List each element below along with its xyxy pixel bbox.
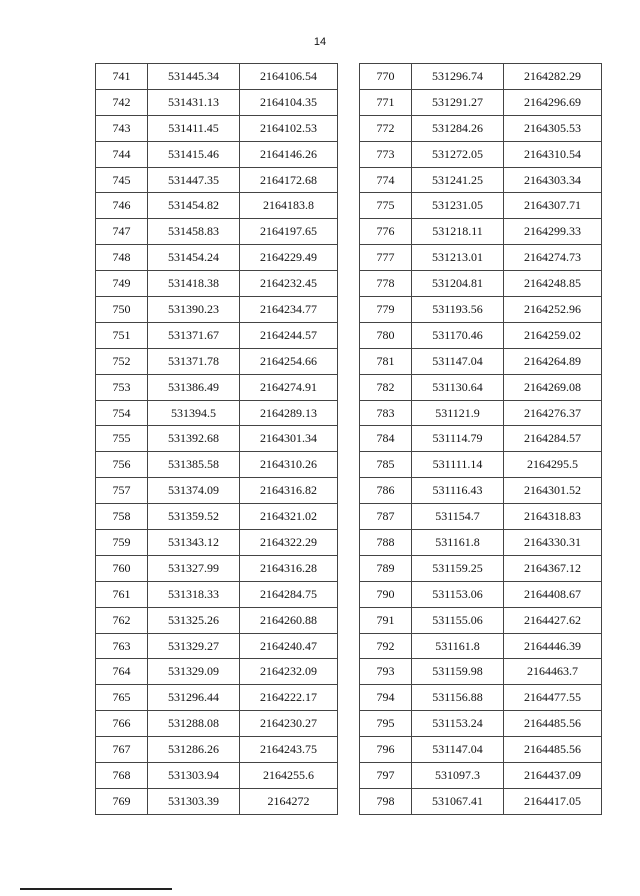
x-coordinate-cell: 531329.27 — [148, 633, 240, 659]
x-coordinate-cell: 531286.26 — [148, 737, 240, 763]
table-row — [96, 89, 338, 115]
point-number-cell: 757 — [96, 478, 148, 504]
x-coordinate-cell: 531161.8 — [412, 633, 504, 659]
y-coordinate-cell: 2164197.65 — [240, 219, 338, 245]
table-row — [360, 711, 602, 737]
point-number-cell: 780 — [360, 322, 412, 348]
point-number-cell: 781 — [360, 348, 412, 374]
point-number-cell: 788 — [360, 530, 412, 556]
y-coordinate-cell: 2164284.75 — [240, 581, 338, 607]
x-coordinate-cell: 531454.82 — [148, 193, 240, 219]
point-number-cell: 789 — [360, 555, 412, 581]
x-coordinate-cell: 531325.26 — [148, 607, 240, 633]
point-number-cell: 790 — [360, 581, 412, 607]
point-number-cell: 784 — [360, 426, 412, 452]
x-coordinate-cell: 531241.25 — [412, 167, 504, 193]
point-number-cell: 771 — [360, 89, 412, 115]
y-coordinate-cell: 2164254.66 — [240, 348, 338, 374]
table-row — [360, 193, 602, 219]
x-coordinate-cell: 531097.3 — [412, 763, 504, 789]
table-row — [96, 348, 338, 374]
x-coordinate-cell: 531371.78 — [148, 348, 240, 374]
y-coordinate-cell: 2164183.8 — [240, 193, 338, 219]
y-coordinate-cell: 2164322.29 — [240, 530, 338, 556]
x-coordinate-cell: 531193.56 — [412, 297, 504, 323]
table-row — [360, 504, 602, 530]
y-coordinate-cell: 2164282.29 — [504, 64, 602, 90]
y-coordinate-cell: 2164274.91 — [240, 374, 338, 400]
table-row — [360, 374, 602, 400]
x-coordinate-cell: 531303.39 — [148, 788, 240, 814]
table-row — [360, 478, 602, 504]
point-number-cell: 787 — [360, 504, 412, 530]
table-row — [96, 271, 338, 297]
table-body — [360, 64, 602, 815]
point-number-cell: 794 — [360, 685, 412, 711]
y-coordinate-cell: 2164301.52 — [504, 478, 602, 504]
point-number-cell: 745 — [96, 167, 148, 193]
table-row — [96, 504, 338, 530]
table-row — [96, 426, 338, 452]
y-coordinate-cell: 2164295.5 — [504, 452, 602, 478]
y-coordinate-cell: 2164252.96 — [504, 297, 602, 323]
point-number-cell: 752 — [96, 348, 148, 374]
x-coordinate-cell: 531067.41 — [412, 788, 504, 814]
table-row — [360, 297, 602, 323]
x-coordinate-cell: 531447.35 — [148, 167, 240, 193]
table-row — [360, 555, 602, 581]
x-coordinate-cell: 531411.45 — [148, 115, 240, 141]
point-number-cell: 758 — [96, 504, 148, 530]
x-coordinate-cell: 531284.26 — [412, 115, 504, 141]
x-coordinate-cell: 531303.94 — [148, 763, 240, 789]
y-coordinate-cell: 2164229.49 — [240, 245, 338, 271]
table-row — [360, 167, 602, 193]
x-coordinate-cell: 531147.04 — [412, 348, 504, 374]
point-number-cell: 750 — [96, 297, 148, 323]
table-row — [96, 530, 338, 556]
y-coordinate-cell: 2164274.73 — [504, 245, 602, 271]
y-coordinate-cell: 2164318.83 — [504, 504, 602, 530]
y-coordinate-cell: 2164477.55 — [504, 685, 602, 711]
y-coordinate-cell: 2164427.62 — [504, 607, 602, 633]
table-row — [360, 271, 602, 297]
y-coordinate-cell: 2164172.68 — [240, 167, 338, 193]
table-row — [96, 685, 338, 711]
table-row — [360, 348, 602, 374]
x-coordinate-cell: 531161.8 — [412, 530, 504, 556]
page-number: 14 — [313, 36, 327, 48]
table-row — [360, 737, 602, 763]
point-number-cell: 785 — [360, 452, 412, 478]
table-row — [360, 607, 602, 633]
x-coordinate-cell: 531291.27 — [412, 89, 504, 115]
table-row — [96, 633, 338, 659]
y-coordinate-cell: 2164305.53 — [504, 115, 602, 141]
x-coordinate-cell: 531296.44 — [148, 685, 240, 711]
y-coordinate-cell: 2164146.26 — [240, 141, 338, 167]
point-number-cell: 797 — [360, 763, 412, 789]
point-number-cell: 762 — [96, 607, 148, 633]
footnote-rule — [20, 888, 172, 890]
point-number-cell: 775 — [360, 193, 412, 219]
point-number-cell: 786 — [360, 478, 412, 504]
point-number-cell: 754 — [96, 400, 148, 426]
table-row — [96, 737, 338, 763]
table-row — [360, 400, 602, 426]
x-coordinate-cell: 531288.08 — [148, 711, 240, 737]
point-number-cell: 792 — [360, 633, 412, 659]
point-number-cell: 753 — [96, 374, 148, 400]
point-number-cell: 766 — [96, 711, 148, 737]
point-number-cell: 767 — [96, 737, 148, 763]
table-row — [360, 633, 602, 659]
y-coordinate-cell: 2164106.54 — [240, 64, 338, 90]
x-coordinate-cell: 531386.49 — [148, 374, 240, 400]
table-row — [96, 659, 338, 685]
point-number-cell: 791 — [360, 607, 412, 633]
x-coordinate-cell: 531359.52 — [148, 504, 240, 530]
point-number-cell: 741 — [96, 64, 148, 90]
x-coordinate-cell: 531213.01 — [412, 245, 504, 271]
x-coordinate-cell: 531374.09 — [148, 478, 240, 504]
table-row — [360, 245, 602, 271]
y-coordinate-cell: 2164307.71 — [504, 193, 602, 219]
y-coordinate-cell: 2164264.89 — [504, 348, 602, 374]
x-coordinate-cell: 531318.33 — [148, 581, 240, 607]
table-row — [360, 763, 602, 789]
point-number-cell: 798 — [360, 788, 412, 814]
x-coordinate-cell: 531327.99 — [148, 555, 240, 581]
table-row — [360, 89, 602, 115]
y-coordinate-cell: 2164272 — [240, 788, 338, 814]
point-number-cell: 765 — [96, 685, 148, 711]
x-coordinate-cell: 531445.34 — [148, 64, 240, 90]
point-number-cell: 746 — [96, 193, 148, 219]
y-coordinate-cell: 2164222.17 — [240, 685, 338, 711]
y-coordinate-cell: 2164232.45 — [240, 271, 338, 297]
table-row — [96, 219, 338, 245]
point-number-cell: 774 — [360, 167, 412, 193]
x-coordinate-cell: 531155.06 — [412, 607, 504, 633]
table-row — [96, 115, 338, 141]
x-coordinate-cell: 531170.46 — [412, 322, 504, 348]
point-number-cell: 760 — [96, 555, 148, 581]
x-coordinate-cell: 531218.11 — [412, 219, 504, 245]
table-row — [96, 788, 338, 814]
point-number-cell: 769 — [96, 788, 148, 814]
y-coordinate-cell: 2164437.09 — [504, 763, 602, 789]
table-row — [96, 374, 338, 400]
table-row — [360, 530, 602, 556]
table-row — [360, 322, 602, 348]
y-coordinate-cell: 2164240.47 — [240, 633, 338, 659]
x-coordinate-cell: 531147.04 — [412, 737, 504, 763]
point-number-cell: 756 — [96, 452, 148, 478]
x-coordinate-cell: 531159.25 — [412, 555, 504, 581]
y-coordinate-cell: 2164234.77 — [240, 297, 338, 323]
table-row — [360, 788, 602, 814]
x-coordinate-cell: 531121.9 — [412, 400, 504, 426]
y-coordinate-cell: 2164485.56 — [504, 737, 602, 763]
point-number-cell: 749 — [96, 271, 148, 297]
y-coordinate-cell: 2164102.53 — [240, 115, 338, 141]
y-coordinate-cell: 2164243.75 — [240, 737, 338, 763]
point-number-cell: 779 — [360, 297, 412, 323]
x-coordinate-cell: 531153.06 — [412, 581, 504, 607]
point-number-cell: 796 — [360, 737, 412, 763]
x-coordinate-cell: 531130.64 — [412, 374, 504, 400]
x-coordinate-cell: 531159.98 — [412, 659, 504, 685]
y-coordinate-cell: 2164408.67 — [504, 581, 602, 607]
x-coordinate-cell: 531156.88 — [412, 685, 504, 711]
point-number-cell: 768 — [96, 763, 148, 789]
y-coordinate-cell: 2164301.34 — [240, 426, 338, 452]
y-coordinate-cell: 2164299.33 — [504, 219, 602, 245]
y-coordinate-cell: 2164417.05 — [504, 788, 602, 814]
point-number-cell: 763 — [96, 633, 148, 659]
x-coordinate-cell: 531454.24 — [148, 245, 240, 271]
y-coordinate-cell: 2164367.12 — [504, 555, 602, 581]
point-number-cell: 773 — [360, 141, 412, 167]
x-coordinate-cell: 531392.68 — [148, 426, 240, 452]
y-coordinate-cell: 2164330.31 — [504, 530, 602, 556]
point-number-cell: 759 — [96, 530, 148, 556]
point-number-cell: 793 — [360, 659, 412, 685]
x-coordinate-cell: 531154.7 — [412, 504, 504, 530]
x-coordinate-cell: 531343.12 — [148, 530, 240, 556]
point-number-cell: 747 — [96, 219, 148, 245]
x-coordinate-cell: 531272.05 — [412, 141, 504, 167]
x-coordinate-cell: 531231.05 — [412, 193, 504, 219]
y-coordinate-cell: 2164230.27 — [240, 711, 338, 737]
table-body — [96, 64, 338, 815]
table-row — [360, 685, 602, 711]
x-coordinate-cell: 531415.46 — [148, 141, 240, 167]
x-coordinate-cell: 531458.83 — [148, 219, 240, 245]
table-row — [96, 400, 338, 426]
point-number-cell: 764 — [96, 659, 148, 685]
table-row — [96, 607, 338, 633]
y-coordinate-cell: 2164289.13 — [240, 400, 338, 426]
table-row — [96, 141, 338, 167]
table-row — [96, 167, 338, 193]
table-row — [96, 245, 338, 271]
x-coordinate-cell: 531111.14 — [412, 452, 504, 478]
point-number-cell: 778 — [360, 271, 412, 297]
coordinates-table-right — [359, 63, 602, 815]
y-coordinate-cell: 2164316.82 — [240, 478, 338, 504]
y-coordinate-cell: 2164232.09 — [240, 659, 338, 685]
point-number-cell: 777 — [360, 245, 412, 271]
x-coordinate-cell: 531394.5 — [148, 400, 240, 426]
y-coordinate-cell: 2164446.39 — [504, 633, 602, 659]
x-coordinate-cell: 531371.67 — [148, 322, 240, 348]
table-row — [96, 64, 338, 90]
y-coordinate-cell: 2164303.34 — [504, 167, 602, 193]
x-coordinate-cell: 531329.09 — [148, 659, 240, 685]
point-number-cell: 743 — [96, 115, 148, 141]
x-coordinate-cell: 531390.23 — [148, 297, 240, 323]
point-number-cell: 776 — [360, 219, 412, 245]
x-coordinate-cell: 531418.38 — [148, 271, 240, 297]
point-number-cell: 748 — [96, 245, 148, 271]
point-number-cell: 795 — [360, 711, 412, 737]
point-number-cell: 770 — [360, 64, 412, 90]
point-number-cell: 755 — [96, 426, 148, 452]
x-coordinate-cell: 531116.43 — [412, 478, 504, 504]
table-row — [96, 711, 338, 737]
point-number-cell: 751 — [96, 322, 148, 348]
y-coordinate-cell: 2164104.35 — [240, 89, 338, 115]
table-row — [96, 763, 338, 789]
y-coordinate-cell: 2164485.56 — [504, 711, 602, 737]
x-coordinate-cell: 531153.24 — [412, 711, 504, 737]
table-row — [360, 426, 602, 452]
point-number-cell: 772 — [360, 115, 412, 141]
point-number-cell: 782 — [360, 374, 412, 400]
point-number-cell: 742 — [96, 89, 148, 115]
table-row — [360, 141, 602, 167]
table-row — [96, 322, 338, 348]
y-coordinate-cell: 2164316.28 — [240, 555, 338, 581]
table-row — [96, 478, 338, 504]
y-coordinate-cell: 2164463.7 — [504, 659, 602, 685]
point-number-cell: 783 — [360, 400, 412, 426]
x-coordinate-cell: 531204.81 — [412, 271, 504, 297]
x-coordinate-cell: 531385.58 — [148, 452, 240, 478]
y-coordinate-cell: 2164310.26 — [240, 452, 338, 478]
table-row — [360, 64, 602, 90]
table-row — [96, 297, 338, 323]
table-row — [360, 452, 602, 478]
y-coordinate-cell: 2164244.57 — [240, 322, 338, 348]
y-coordinate-cell: 2164284.57 — [504, 426, 602, 452]
coordinates-table-left — [95, 63, 338, 815]
y-coordinate-cell: 2164259.02 — [504, 322, 602, 348]
table-row — [96, 193, 338, 219]
y-coordinate-cell: 2164321.02 — [240, 504, 338, 530]
table-row — [360, 659, 602, 685]
table-row — [96, 555, 338, 581]
x-coordinate-cell: 531114.79 — [412, 426, 504, 452]
y-coordinate-cell: 2164276.37 — [504, 400, 602, 426]
table-row — [360, 581, 602, 607]
y-coordinate-cell: 2164248.85 — [504, 271, 602, 297]
table-row — [96, 452, 338, 478]
y-coordinate-cell: 2164269.08 — [504, 374, 602, 400]
table-row — [360, 219, 602, 245]
table-row — [96, 581, 338, 607]
point-number-cell: 744 — [96, 141, 148, 167]
y-coordinate-cell: 2164296.69 — [504, 89, 602, 115]
x-coordinate-cell: 531431.13 — [148, 89, 240, 115]
y-coordinate-cell: 2164255.6 — [240, 763, 338, 789]
point-number-cell: 761 — [96, 581, 148, 607]
y-coordinate-cell: 2164260.88 — [240, 607, 338, 633]
table-row — [360, 115, 602, 141]
x-coordinate-cell: 531296.74 — [412, 64, 504, 90]
y-coordinate-cell: 2164310.54 — [504, 141, 602, 167]
